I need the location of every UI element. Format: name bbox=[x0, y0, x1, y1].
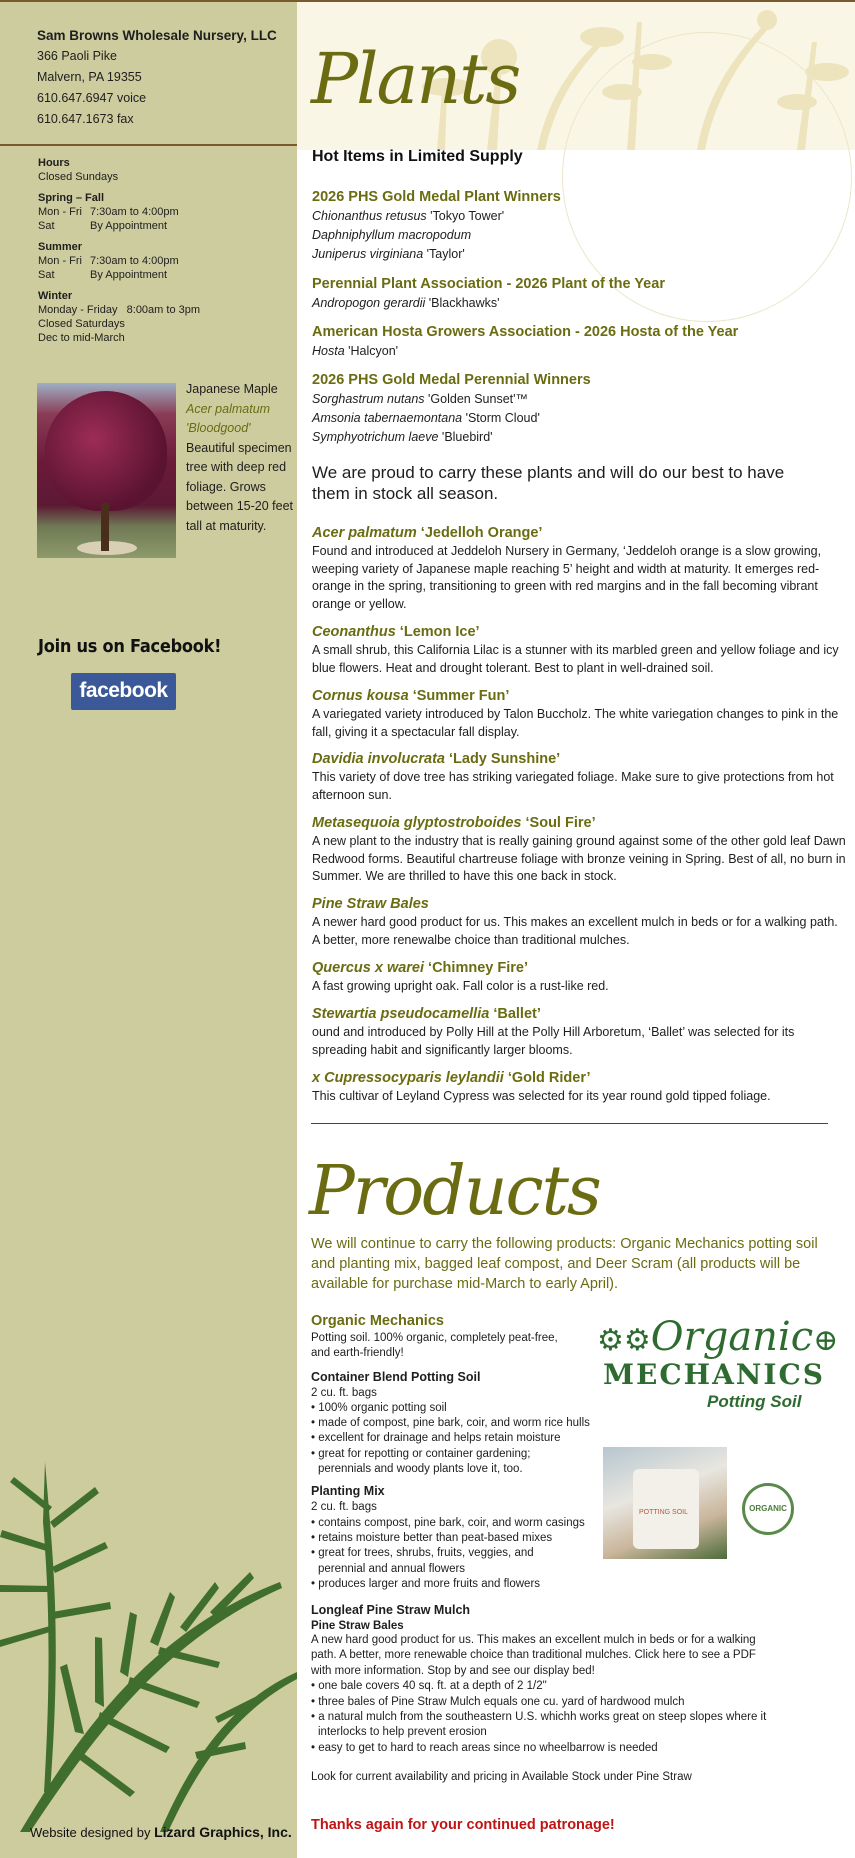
section-divider bbox=[311, 1123, 828, 1124]
spring-row bbox=[38, 205, 200, 219]
bullet: • easy to get to hard to reach areas since no wheelbarrow is needed bbox=[311, 1741, 658, 1754]
category-title: American Hosta Growers Association - 2026 Hosta of the Year bbox=[312, 324, 739, 340]
featured-title bbox=[312, 749, 847, 769]
fax-number: 610.647.1673 fax bbox=[37, 112, 134, 126]
container-size: 2 cu. ft. bags bbox=[311, 1386, 377, 1399]
hours-time: 7:30am to 4:00pm bbox=[90, 206, 179, 218]
organic-mechanics-section bbox=[311, 1312, 611, 1592]
featured-cultivar: ‘Soul Fire’ bbox=[521, 815, 596, 831]
website-credit bbox=[30, 1824, 292, 1840]
logo-line: MECHANICS bbox=[603, 1358, 825, 1391]
products-intro: We will continue to carry the following products: Organic Mechanics potting soil and planting mix, bagged leaf compost, and Deer Scram (all products will be available for purchase mid-March to early April). bbox=[311, 1236, 818, 1292]
credit-prefix: Website designed by bbox=[30, 1825, 151, 1840]
featured-latin: Metasequoia glyptostroboides bbox=[312, 815, 522, 831]
featured-title bbox=[312, 958, 847, 978]
featured-plant bbox=[312, 523, 847, 613]
plant-cultivar: 'Taylor' bbox=[423, 247, 465, 261]
hours-time: By Appointment bbox=[90, 220, 168, 232]
featured-description: A newer hard good product for us. This makes an excellent mulch in beds or for a walking path. A better, more renewalbe choice than traditional mulches. bbox=[312, 915, 838, 947]
featured-description: ound and introduced by Polly Hill at the Polly Hill Arboretum, ‘Ballet’ was selected for its spreading habit and significantly larger blooms. bbox=[312, 1025, 795, 1057]
featured-latin: Acer palmatum bbox=[312, 525, 417, 541]
sidebar-divider bbox=[0, 144, 297, 146]
availability-note: Look for current availability and pricing in Available Stock under Pine Straw bbox=[311, 1771, 692, 1783]
category-title: Perennial Plant Association - 2026 Plant of the Year bbox=[312, 276, 665, 292]
plant-entry bbox=[312, 226, 842, 245]
ls-title: Longleaf Pine Straw Mulch bbox=[311, 1603, 471, 1617]
featured-cultivar: ‘Jedelloh Orange’ bbox=[416, 525, 543, 541]
main-content bbox=[297, 2, 855, 1858]
plant-entry bbox=[312, 428, 842, 447]
planting-mix-title: Planting Mix bbox=[311, 1484, 385, 1499]
credit-company-link[interactable]: Lizard Graphics, Inc. bbox=[154, 1824, 292, 1840]
featured-title bbox=[312, 1068, 847, 1088]
ls-subtitle: Pine Straw Bales bbox=[311, 1620, 404, 1632]
plant-entry bbox=[312, 245, 842, 264]
featured-title bbox=[312, 1004, 847, 1024]
hours-day: Sat bbox=[38, 220, 55, 232]
featured-plant bbox=[312, 1068, 847, 1106]
city-address: Malvern, PA 19355 bbox=[37, 70, 142, 84]
plant-latin: Sorghastrum nutans bbox=[312, 392, 425, 406]
featured-cultivar: ‘Ballet’ bbox=[489, 1006, 541, 1022]
featured-latin: Davidia involucrata bbox=[312, 751, 445, 767]
plant-cultivar: 'Storm Cloud' bbox=[462, 411, 540, 425]
featured-title bbox=[312, 622, 847, 642]
sidebar bbox=[0, 2, 297, 1858]
container-blend-title: Container Blend Potting Soil bbox=[311, 1369, 481, 1384]
phone-number[interactable]: 610.647.6947 voice bbox=[37, 91, 147, 105]
plant-entry bbox=[312, 294, 842, 313]
featured-latin: Quercus x warei bbox=[312, 960, 425, 976]
featured-plant bbox=[312, 686, 847, 741]
plant-cultivar: 'Blackhawks' bbox=[425, 296, 500, 310]
summer-row bbox=[38, 254, 200, 268]
maple-caption bbox=[186, 380, 296, 536]
featured-plant bbox=[312, 894, 847, 949]
summer-row bbox=[38, 268, 200, 282]
featured-cultivar: ‘Chimney Fire’ bbox=[424, 960, 528, 976]
featured-cultivar: ‘Lady Sunshine’ bbox=[444, 751, 561, 767]
ls-description: A new hard good product for us. This makes an excellent mulch in beds or for a walking path. A better, more renewable choice than traditional mulches. Click here to see a PDF with more information. Stop by and see our display bed! bbox=[311, 1634, 756, 1677]
winter-line: Dec to mid-March bbox=[38, 332, 125, 344]
plant-latin: Amsonia tabernaemontana bbox=[312, 411, 463, 425]
proud-statement: We are proud to carry these plants and will do our best to have them in stock all season. bbox=[312, 463, 785, 503]
featured-latin: Ceonanthus bbox=[312, 624, 396, 640]
organic-mechanics-logo[interactable] bbox=[597, 1314, 837, 1414]
winter-line: Monday - Friday 8:00am to 3pm bbox=[38, 304, 201, 316]
pine-straw-section bbox=[311, 1602, 831, 1756]
plant-cultivar: 'Golden Sunset'™ bbox=[424, 392, 529, 406]
hours-time: By Appointment bbox=[90, 269, 168, 281]
om-title: Organic Mechanics bbox=[311, 1313, 444, 1329]
plant-latin: Chionanthus retusus bbox=[312, 209, 427, 223]
hours-title: Hours bbox=[38, 157, 70, 169]
featured-plant bbox=[312, 749, 847, 804]
company-name: Sam Browns Wholesale Nursery, LLC bbox=[37, 28, 277, 43]
category-title: 2026 PHS Gold Medal Plant Winners bbox=[312, 189, 561, 205]
category-title: 2026 PHS Gold Medal Perennial Winners bbox=[312, 372, 591, 388]
logo-word: Organic bbox=[650, 1314, 814, 1360]
hours-day: Sat bbox=[38, 269, 55, 281]
facebook-button[interactable]: facebook bbox=[71, 673, 176, 710]
plant-latin: Symphyotrichum laeve bbox=[312, 430, 439, 444]
maple-name: Japanese Maple bbox=[186, 382, 278, 396]
plant-entry bbox=[312, 342, 842, 361]
bullet: • great for repotting or container gardening; bbox=[311, 1447, 531, 1460]
gear-icon: ⊕ bbox=[813, 1323, 839, 1358]
facebook-join-heading: Join us on Facebook! bbox=[38, 636, 222, 657]
featured-plant bbox=[312, 1004, 847, 1059]
bullet: perennials and woody plants love it, too. bbox=[318, 1463, 523, 1476]
plant-latin: Hosta bbox=[312, 344, 345, 358]
bullet: • one bale covers 40 sq. ft. at a depth of 2 1/2" bbox=[311, 1680, 547, 1693]
maple-latin: Acer palmatum bbox=[186, 401, 271, 416]
hours-day: Mon - Fri bbox=[38, 255, 82, 267]
featured-latin: x Cupressocyparis leylandii bbox=[312, 1070, 504, 1086]
plants-title: Plants bbox=[311, 38, 520, 120]
bag-text: POTTING SOIL bbox=[639, 1509, 689, 1516]
maple-description: Beautiful specimen tree with deep red foliage. Grows between 15-20 feet tall at maturity. bbox=[186, 440, 294, 533]
plant-entry bbox=[312, 390, 842, 409]
featured-description: A small shrub, this California Lilac is a stunner with its marbled green and yellow foliage and icy blue flowers. Heat and drought tolerant. Best to plant in well-drained soil. bbox=[312, 643, 839, 675]
bullet: perennial and annual flowers bbox=[318, 1562, 466, 1575]
winter-line: Closed Saturdays bbox=[38, 318, 125, 330]
hours-closed: Closed Sundays bbox=[38, 171, 119, 183]
winter-title: Winter bbox=[38, 290, 73, 302]
bullet: • three bales of Pine Straw Mulch equals one cu. yard of hardwood mulch bbox=[311, 1695, 685, 1708]
award-category bbox=[312, 274, 842, 313]
featured-title bbox=[312, 813, 847, 833]
contact-block bbox=[37, 25, 277, 130]
featured-plant bbox=[312, 958, 847, 996]
bullet: • a natural mulch from the southeastern U.S. whichh works great on steep slopes where it bbox=[311, 1711, 767, 1724]
featured-description: This cultivar of Leyland Cypress was selected for its year round gold tipped foliage. bbox=[312, 1089, 771, 1103]
fern-leaf-icon bbox=[0, 1432, 297, 1832]
plant-latin: Andropogon gerardii bbox=[312, 296, 426, 310]
featured-title bbox=[312, 894, 847, 914]
spring-title: Spring – Fall bbox=[38, 192, 105, 204]
plant-cultivar: 'Halcyon' bbox=[344, 344, 399, 358]
featured-plant bbox=[312, 813, 847, 886]
japanese-maple-photo bbox=[37, 383, 176, 558]
bullet: • 100% organic potting soil bbox=[311, 1401, 447, 1414]
bullet: • retains moisture better than peat-based mixes bbox=[311, 1531, 553, 1544]
bullet: • produces larger and more fruits and flowers bbox=[311, 1577, 541, 1590]
featured-latin: Pine Straw Bales bbox=[312, 896, 429, 912]
featured-cultivar: ‘Summer Fun’ bbox=[408, 688, 510, 704]
spring-row bbox=[38, 219, 200, 233]
plant-latin: Juniperus virginiana bbox=[312, 247, 424, 261]
award-category bbox=[312, 370, 842, 447]
maple-cultivar: 'Bloodgood' bbox=[186, 421, 251, 435]
plant-cultivar: 'Tokyo Tower' bbox=[426, 209, 505, 223]
featured-title bbox=[312, 523, 847, 543]
summer-title: Summer bbox=[38, 241, 83, 253]
featured-description: A fast growing upright oak. Fall color is a rust-like red. bbox=[312, 979, 609, 993]
logo-line: Potting Soil bbox=[707, 1392, 802, 1411]
logo-line bbox=[597, 1314, 838, 1360]
bullet: • excellent for drainage and helps retain moisture bbox=[311, 1432, 561, 1445]
tree-trunk bbox=[101, 503, 109, 551]
featured-cultivar: ‘Gold Rider’ bbox=[503, 1070, 591, 1086]
gear-icon: ⚙⚙ bbox=[597, 1323, 651, 1358]
organic-seal-icon: ORGANIC bbox=[742, 1483, 794, 1535]
featured-plant bbox=[312, 622, 847, 677]
featured-description: A new plant to the industry that is really gaining ground against some of the other gold leaf Dawn Redwood forms. Beautiful chartreuse foliage with bronze veining in Spring. Best of all, no burn in Summer. We are thrilled to have this one back in stock. bbox=[312, 834, 846, 883]
potting-soil-bag-photo bbox=[603, 1447, 727, 1559]
featured-description: A variegated variety introduced by Talon Buccholz. The white variegation changes to pink in the fall, giving it a spectacular fall display. bbox=[312, 707, 839, 739]
street-address: 366 Paoli Pike bbox=[37, 49, 117, 63]
featured-description: This variety of dove tree has striking variegated foliage. Make sure to give protections from hot afternoon sun. bbox=[312, 770, 834, 802]
om-description: Potting soil. 100% organic, completely peat-free, and earth-friendly! bbox=[311, 1332, 558, 1360]
tree-canopy bbox=[45, 391, 167, 511]
featured-cultivar: ‘Lemon Ice’ bbox=[395, 624, 480, 640]
plant-cultivar: 'Bluebird' bbox=[438, 430, 493, 444]
bullet: • made of compost, pine bark, coir, and worm rice hulls bbox=[311, 1417, 590, 1430]
featured-title bbox=[312, 686, 847, 706]
award-category bbox=[312, 322, 842, 361]
hours-block bbox=[38, 156, 200, 345]
bullet: • contains compost, pine bark, coir, and worm casings bbox=[311, 1516, 585, 1529]
award-category bbox=[312, 187, 842, 264]
bullet: interlocks to help prevent erosion bbox=[318, 1726, 487, 1739]
plant-entry bbox=[312, 409, 842, 428]
featured-description: Found and introduced at Jeddeloh Nursery in Germany, ‘Jeddeloh orange is a slow growing, weeping variety of Japanese maple reaching 5’ height and width at maturity. It emerges red-orange in the spring, transitioning to green with red margins and in the fall becoming vibrant orange or yellow. bbox=[312, 544, 822, 611]
thanks-message: Thanks again for your continued patronage! bbox=[311, 1817, 615, 1833]
featured-latin: Cornus kousa bbox=[312, 688, 409, 704]
hours-time: 7:30am to 4:00pm bbox=[90, 255, 179, 267]
hours-day: Mon - Fri bbox=[38, 206, 82, 218]
bullet: • great for trees, shrubs, fruits, veggies, and bbox=[311, 1547, 534, 1560]
plant-latin: Daphniphyllum macropodum bbox=[312, 228, 472, 242]
planting-size: 2 cu. ft. bags bbox=[311, 1501, 377, 1514]
hot-items-heading: Hot Items in Limited Supply bbox=[312, 148, 523, 165]
featured-latin: Stewartia pseudocamellia bbox=[312, 1006, 490, 1022]
plant-entry bbox=[312, 207, 842, 226]
products-title: Products bbox=[309, 1152, 600, 1231]
